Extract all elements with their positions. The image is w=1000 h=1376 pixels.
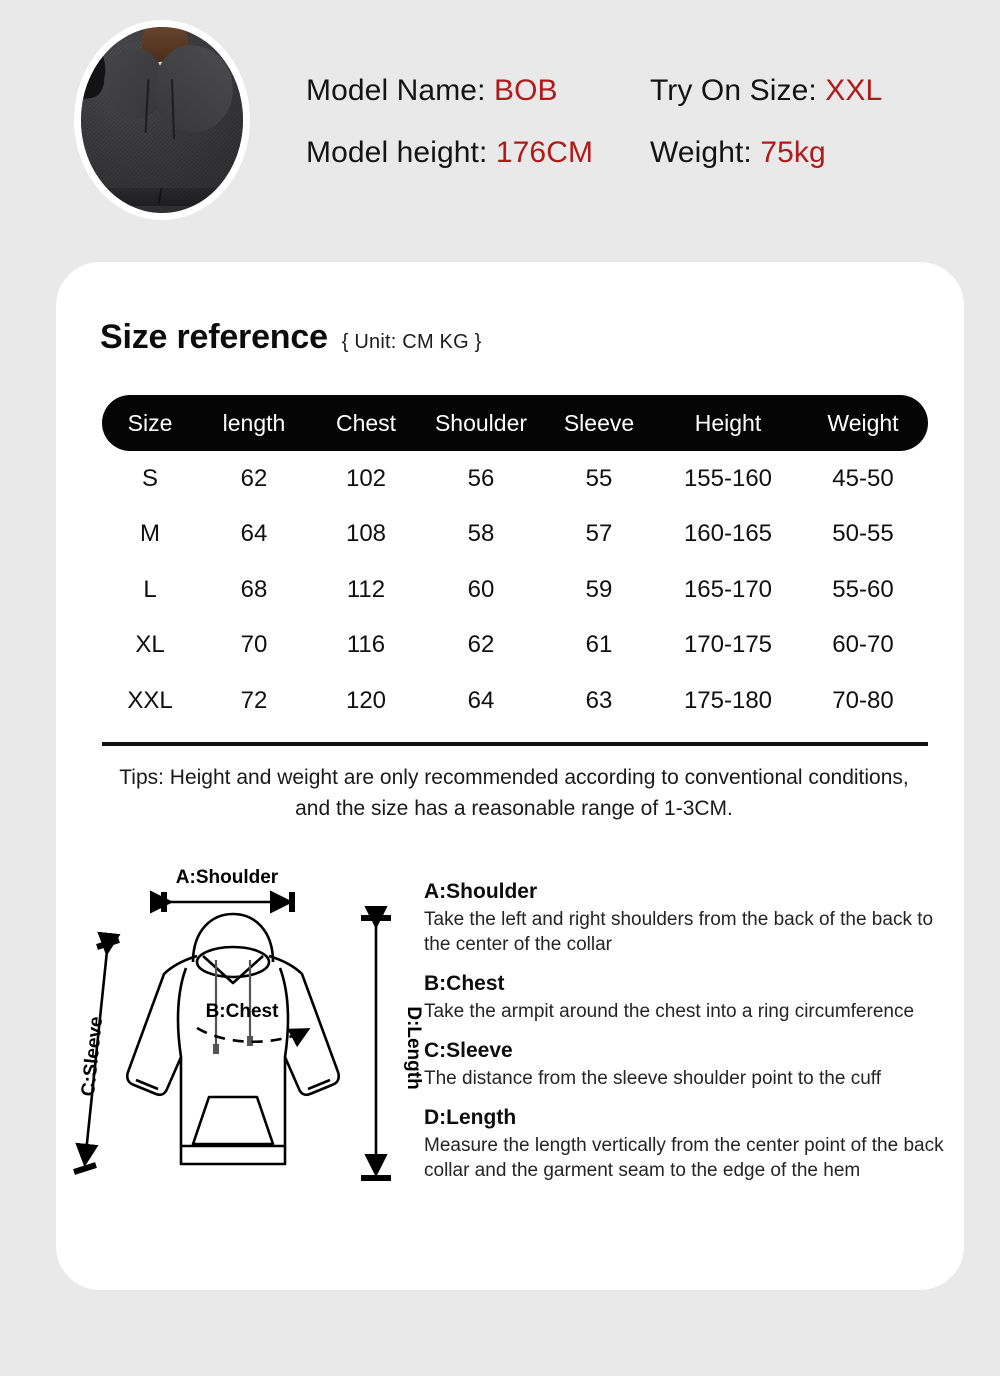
model-photo-circle <box>81 27 243 213</box>
cell-shoulder: 60 <box>467 575 495 603</box>
header-height: Height <box>694 409 762 436</box>
cell-size: XL <box>135 631 165 659</box>
cell-height: 165-170 <box>683 575 773 603</box>
cell-size: M <box>140 520 160 548</box>
model-weight-label: Weight: <box>650 136 752 169</box>
cell-length: 68 <box>240 575 268 603</box>
cell-chest: 108 <box>345 520 387 548</box>
card-title-row <box>100 318 482 357</box>
cell-sleeve: 63 <box>585 686 613 714</box>
diagram-label-chest: B:Chest <box>205 1001 279 1022</box>
cell-weight: 55-60 <box>832 575 894 603</box>
legend-body-sleeve: The distance from the sleeve shoulder point to the cuff <box>424 1068 881 1089</box>
model-height-field <box>278 136 628 170</box>
cell-sleeve: 55 <box>585 464 613 492</box>
cell-height: 170-175 <box>683 631 773 659</box>
model-name-value: BOB <box>493 74 558 107</box>
cell-weight: 50-55 <box>832 520 894 548</box>
legend-head-length: D:Length <box>424 1106 517 1129</box>
measurement-legend <box>424 880 954 1183</box>
cell-weight: 45-50 <box>832 464 894 492</box>
legend-item-shoulder <box>424 880 954 957</box>
diagram-label-shoulder: A:Shoulder <box>175 867 279 888</box>
legend-body-shoulder: Take the left and right shoulders from the back of the back to the center of the collar <box>424 909 934 955</box>
cell-shoulder: 58 <box>467 520 495 548</box>
size-table-body <box>102 451 928 729</box>
hoodie-hem <box>97 188 227 206</box>
model-height-value: 176CM <box>495 136 594 169</box>
legend-head-chest: B:Chest <box>424 972 505 995</box>
cell-length: 64 <box>240 520 268 548</box>
cell-size: S <box>141 464 158 492</box>
page-title: Size reference <box>100 318 328 356</box>
drawstring-tips <box>213 1036 253 1054</box>
sleeve-tick-top <box>97 940 119 947</box>
model-info-band <box>0 0 1000 250</box>
size-reference-card <box>56 262 964 1290</box>
diagram-label-sleeve: C:Sleeve <box>77 1015 108 1098</box>
cell-height: 155-160 <box>683 464 773 492</box>
header-weight: Weight <box>827 409 899 436</box>
try-on-size-label: Try On Size: <box>650 74 817 107</box>
cell-shoulder: 64 <box>467 686 495 714</box>
cell-sleeve: 59 <box>585 575 613 603</box>
diagram-label-length: D:Length <box>403 1006 424 1090</box>
table-row <box>102 618 928 674</box>
cell-length: 72 <box>240 686 268 714</box>
cell-height: 175-180 <box>683 686 773 714</box>
unit-note: { Unit: CM KG } <box>341 331 482 353</box>
header-length: length <box>222 409 286 436</box>
header-sleeve: Sleeve <box>563 409 635 436</box>
legend-body-chest: Take the armpit around the chest into a ring circumference <box>424 1001 915 1022</box>
cell-length: 70 <box>240 631 268 659</box>
hoodie-diagram-svg <box>64 852 474 1222</box>
cell-sleeve: 57 <box>585 520 613 548</box>
cell-chest: 116 <box>346 631 386 659</box>
size-table-wrap <box>102 395 928 729</box>
header-size: Size <box>127 409 173 436</box>
header-shoulder: Shoulder <box>434 409 528 436</box>
cell-weight: 60-70 <box>832 631 894 659</box>
legend-body-length: Measure the length vertically from the center point of the back collar and the garment seam to the edge of the hem <box>424 1135 944 1181</box>
cell-shoulder: 62 <box>467 631 495 659</box>
cell-chest: 102 <box>345 464 387 492</box>
cell-size: XXL <box>127 686 173 714</box>
table-row <box>102 451 928 507</box>
model-fields <box>278 60 968 184</box>
cell-weight: 70-80 <box>832 686 894 714</box>
legend-item-chest <box>424 972 954 1024</box>
legend-item-length <box>424 1106 954 1183</box>
table-row <box>102 507 928 563</box>
model-photo <box>74 20 250 220</box>
try-on-size-field <box>628 74 968 108</box>
size-table <box>102 395 928 729</box>
try-on-size-value: XXL <box>825 74 883 107</box>
cell-size: L <box>143 575 157 603</box>
cell-chest: 112 <box>346 575 386 603</box>
table-header-row <box>102 395 928 451</box>
table-bottom-rule <box>102 742 928 746</box>
table-row <box>102 562 928 618</box>
cell-sleeve: 61 <box>585 631 613 659</box>
table-row <box>102 673 928 729</box>
cell-length: 62 <box>240 464 268 492</box>
tips-text: Tips: Height and weight are only recommended according to conventional conditions, and the size has a reasonable range of 1-3CM. <box>119 766 909 820</box>
legend-item-sleeve <box>424 1039 954 1091</box>
sleeve-tick-bottom <box>74 1165 96 1172</box>
model-weight-field <box>628 136 968 170</box>
header-chest: Chest <box>335 409 397 436</box>
measurement-diagram <box>64 852 474 1222</box>
model-name-label: Model Name: <box>306 74 486 107</box>
cell-chest: 120 <box>345 686 387 714</box>
legend-head-shoulder: A:Shoulder <box>424 880 538 903</box>
cell-height: 160-165 <box>683 520 773 548</box>
size-table-head <box>102 395 928 451</box>
cell-shoulder: 56 <box>467 464 495 492</box>
model-height-label: Model height: <box>306 136 488 169</box>
legend-head-sleeve: C:Sleeve <box>424 1039 513 1062</box>
model-weight-value: 75kg <box>760 136 826 169</box>
model-name-field <box>278 74 628 108</box>
